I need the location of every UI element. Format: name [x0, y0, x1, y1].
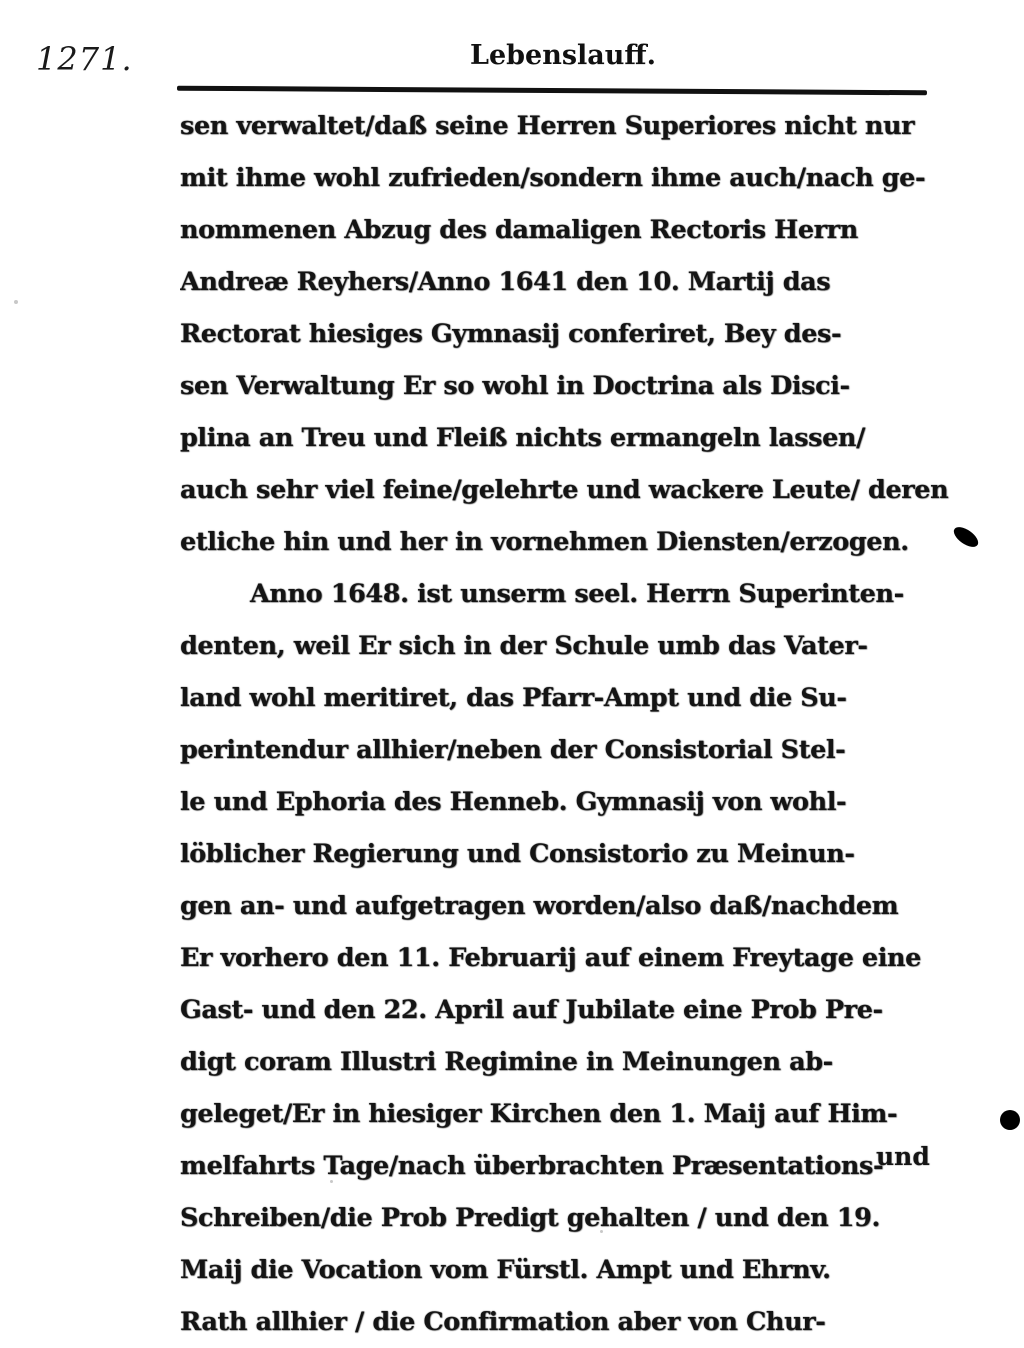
text-line: digt coram Illustri Regimine in Meinungen ab- [180, 1047, 833, 1077]
header-rule [177, 86, 927, 96]
text-line: etliche hin und her in vornehmen Diensten/erzogen. [180, 527, 909, 557]
text-line: geleget/Er in hiesiger Kirchen den 1. Maij auf Him- [180, 1099, 898, 1129]
text-line: le und Ephoria des Henneb. Gymnasij von wohl- [180, 787, 847, 817]
text-line: Andreæ Reyhers/Anno 1641 den 10. Martij das [180, 267, 831, 297]
scan-speck [14, 300, 18, 304]
page-number: 1271. [36, 40, 133, 78]
text-line: mit ihme wohl zufrieden/sondern ihme auch/nach ge- [180, 163, 926, 193]
ink-blot [951, 523, 982, 551]
body-text [180, 100, 950, 1348]
text-line: plina an Treu und Fleiß nichts ermangeln lassen/ [180, 423, 865, 453]
text-line: Rath allhier / die Confirmation aber von Chur- [180, 1307, 826, 1337]
running-head: Lebenslauff. [470, 40, 656, 71]
ink-blot [1000, 1110, 1020, 1130]
text-line: melfahrts Tage/nach überbrachten Præsentations- [180, 1151, 884, 1181]
text-line: Rectorat hiesiges Gymnasij conferiret, Bey des- [180, 319, 842, 349]
text-line: denten, weil Er sich in der Schule umb das Vater- [180, 631, 868, 661]
text-line: gen an- und aufgetragen worden/also daß/nachdem [180, 891, 899, 921]
catchword: und [876, 1142, 930, 1171]
text-line: Er vorhero den 11. Februarij auf einem Freytage eine [180, 943, 921, 973]
text-line: sen verwaltet/daß seine Herren Superiores nicht nur [180, 111, 915, 141]
text-line: auch sehr viel feine/gelehrte und wackere Leute/ deren [180, 475, 949, 505]
paragraph-start-line: Anno 1648. ist unserm seel. Herrn Superinten- [250, 579, 904, 609]
text-line: löblicher Regierung und Consistorio zu Meinun- [180, 839, 855, 869]
text-line: perintendur allhier/neben der Consistorial Stel- [180, 735, 846, 765]
text-line: Maij die Vocation vom Fürstl. Ampt und Ehrnv. [180, 1255, 831, 1285]
text-line: Schreiben/die Prob Predigt gehalten / und den 19. [180, 1203, 880, 1233]
text-line: nommenen Abzug des damaligen Rectoris Herrn [180, 215, 858, 245]
text-line: Gast- und den 22. April auf Jubilate eine Prob Pre- [180, 995, 883, 1025]
text-line: sen Verwaltung Er so wohl in Doctrina als Disci- [180, 371, 850, 401]
text-line: land wohl meritiret, das Pfarr-Ampt und die Su- [180, 683, 847, 713]
